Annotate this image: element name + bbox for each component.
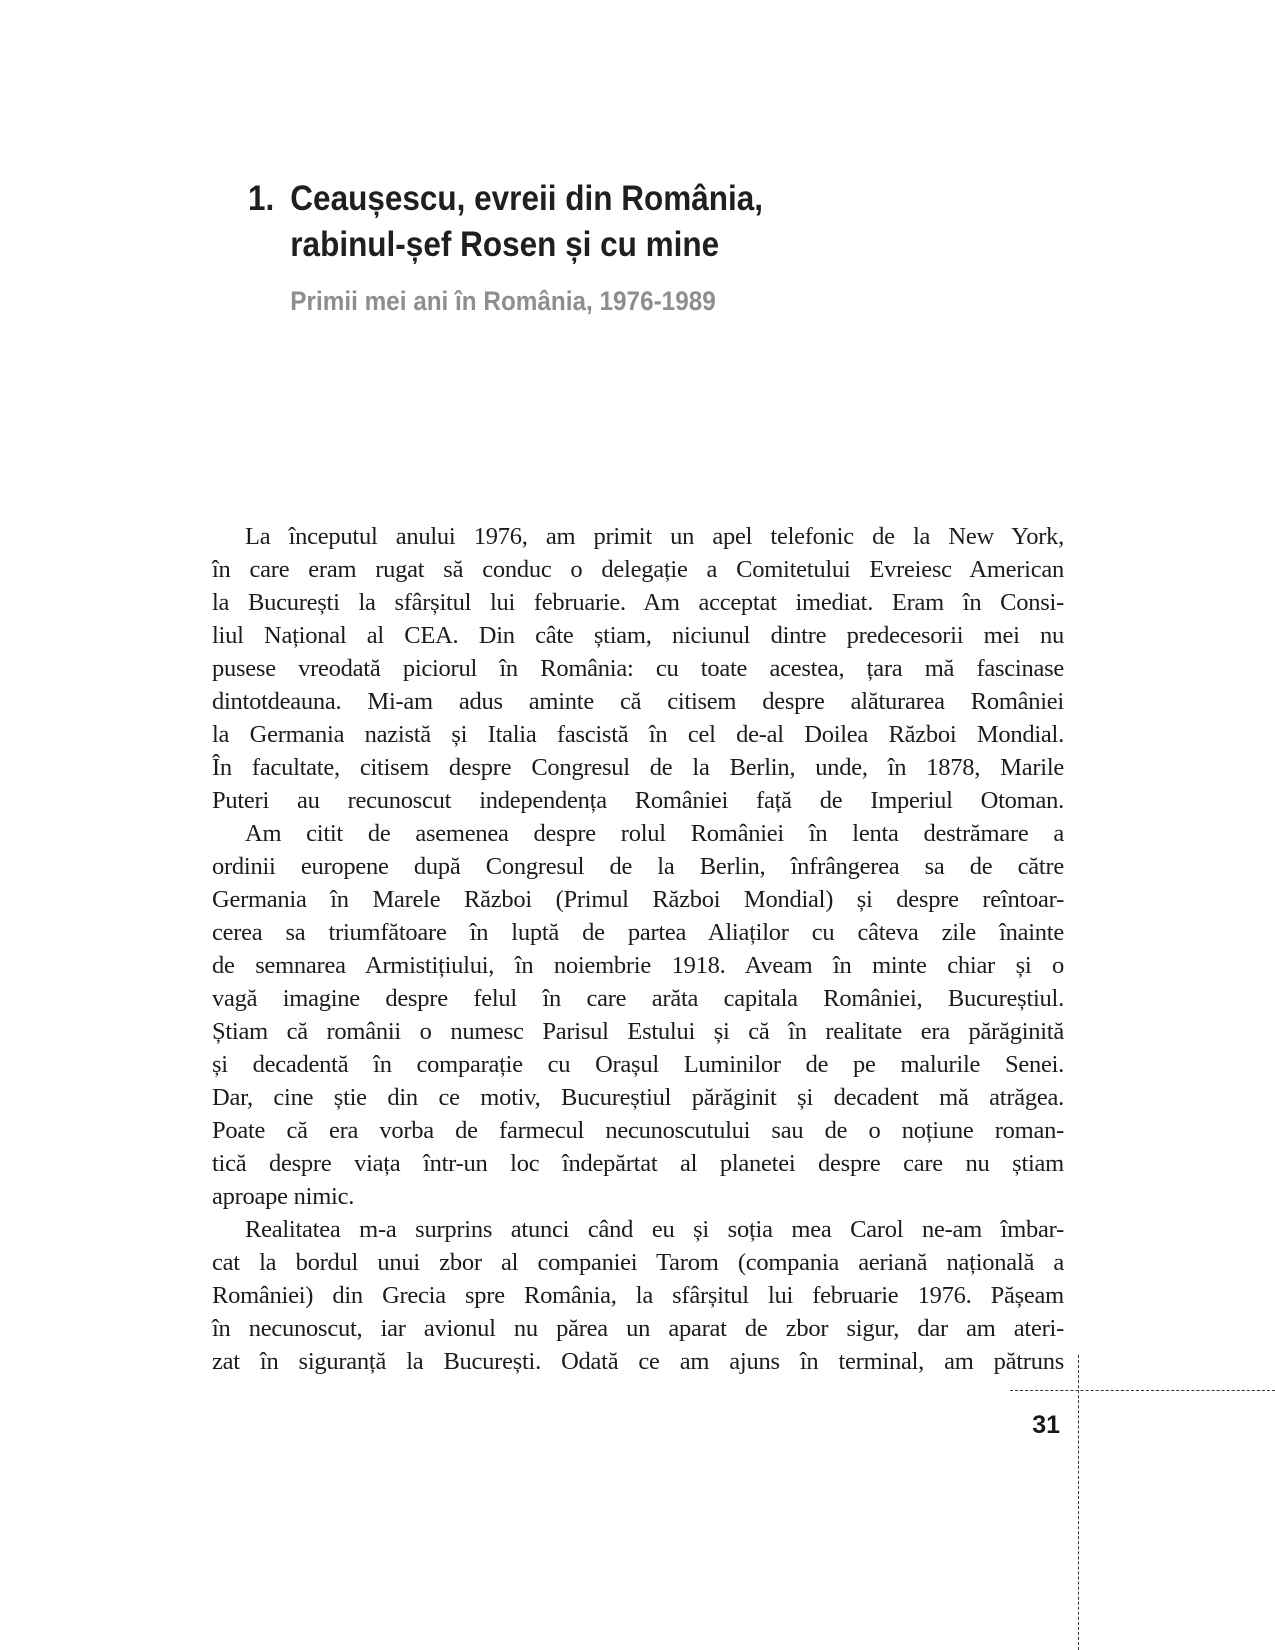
text-line: tică despre viața într-un loc îndepărtat al planetei despre care nu știam: [212, 1150, 1064, 1177]
text-line: În facultate, citisem despre Congresul de la Berlin, unde, în 1878, Marile: [212, 754, 1064, 781]
body-text: [212, 520, 1064, 1378]
text-line: pusese vreodată piciorul în România: cu toate acestea, țara mă fascinase: [212, 655, 1064, 682]
text-line: Știam că românii o numesc Parisul Estului și că în realitate era părăginită: [212, 1018, 1064, 1045]
chapter-number: 1.: [248, 179, 275, 218]
text-line: la București la sfârșitul lui februarie. Am acceptat imediat. Eram în Consi-: [212, 589, 1064, 616]
chapter-subtitle: Primii mei ani în România, 1976-1989: [290, 286, 716, 316]
text-line: Am citit de asemenea despre rolul României în lenta destrămare a: [245, 820, 1064, 847]
text-line: României) din Grecia spre România, la sfârșitul lui februarie 1976. Pășeam: [212, 1282, 1064, 1309]
text-line: zat în siguranță la București. Odată ce am ajuns în terminal, am pătruns: [212, 1348, 1064, 1375]
text-line: în necunoscut, iar avionul nu părea un aparat de zbor sigur, dar am ateri-: [212, 1315, 1064, 1342]
text-line: La începutul anului 1976, am primit un apel telefonic de la New York,: [245, 523, 1064, 550]
crop-mark-horizontal: [1010, 1390, 1275, 1391]
page-number: 31: [1032, 1411, 1060, 1439]
text-line: și decadentă în comparație cu Orașul Luminilor de pe malurile Senei.: [212, 1051, 1064, 1078]
text-line: de semnarea Armistițiului, în noiembrie 1918. Aveam în minte chiar și o: [212, 952, 1064, 979]
chapter-title: [248, 176, 968, 268]
paragraph-2: [212, 817, 1064, 1213]
text-line: cerea sa triumfătoare în luptă de partea Aliaților cu câteva zile înainte: [212, 919, 1064, 946]
text-line: vagă imagine despre felul în care arăta capitala României, Bucureștiul.: [212, 985, 1064, 1012]
chapter-heading: [248, 176, 1048, 318]
text-line: în care eram rugat să conduc o delegație a Comitetului Evreiesc American: [212, 556, 1064, 583]
text-line: Realitatea m-a surprins atunci când eu și soția mea Carol ne-am îmbar-: [245, 1216, 1064, 1243]
text-line: liul Național al CEA. Din câte știam, niciunul dintre predecesorii mei nu: [212, 622, 1064, 649]
paragraph-3: [212, 1213, 1064, 1378]
text-line: cat la bordul unui zbor al companiei Tarom (compania aeriană națională a: [212, 1249, 1064, 1276]
text-line: Puteri au recunoscut independența României față de Imperiul Otoman.: [212, 787, 1064, 814]
text-line: ordinii europene după Congresul de la Berlin, înfrângerea sa de către: [212, 853, 1064, 880]
chapter-title-text-1: Ceaușescu, evreii din România,: [290, 179, 763, 218]
chapter-title-line-1: [248, 176, 968, 222]
text-line: aproape nimic.: [212, 1183, 355, 1210]
paragraph-1: [212, 520, 1064, 817]
text-line: Poate că era vorba de farmecul necunoscutului sau de o noțiune roman-: [212, 1117, 1064, 1144]
crop-mark-vertical: [1078, 1355, 1079, 1650]
chapter-title-line-2: rabinul-șef Rosen și cu mine: [290, 225, 720, 264]
text-line: Germania în Marele Război (Primul Război Mondial) și despre reîntoar-: [212, 886, 1064, 913]
text-line: dintotdeauna. Mi-am adus aminte că citisem despre alăturarea României: [212, 688, 1064, 715]
text-line: la Germania nazistă și Italia fascistă în cel de-al Doilea Război Mondial.: [212, 721, 1064, 748]
text-line: Dar, cine știe din ce motiv, Bucureștiul părăginit și decadent mă atrăgea.: [212, 1084, 1064, 1111]
